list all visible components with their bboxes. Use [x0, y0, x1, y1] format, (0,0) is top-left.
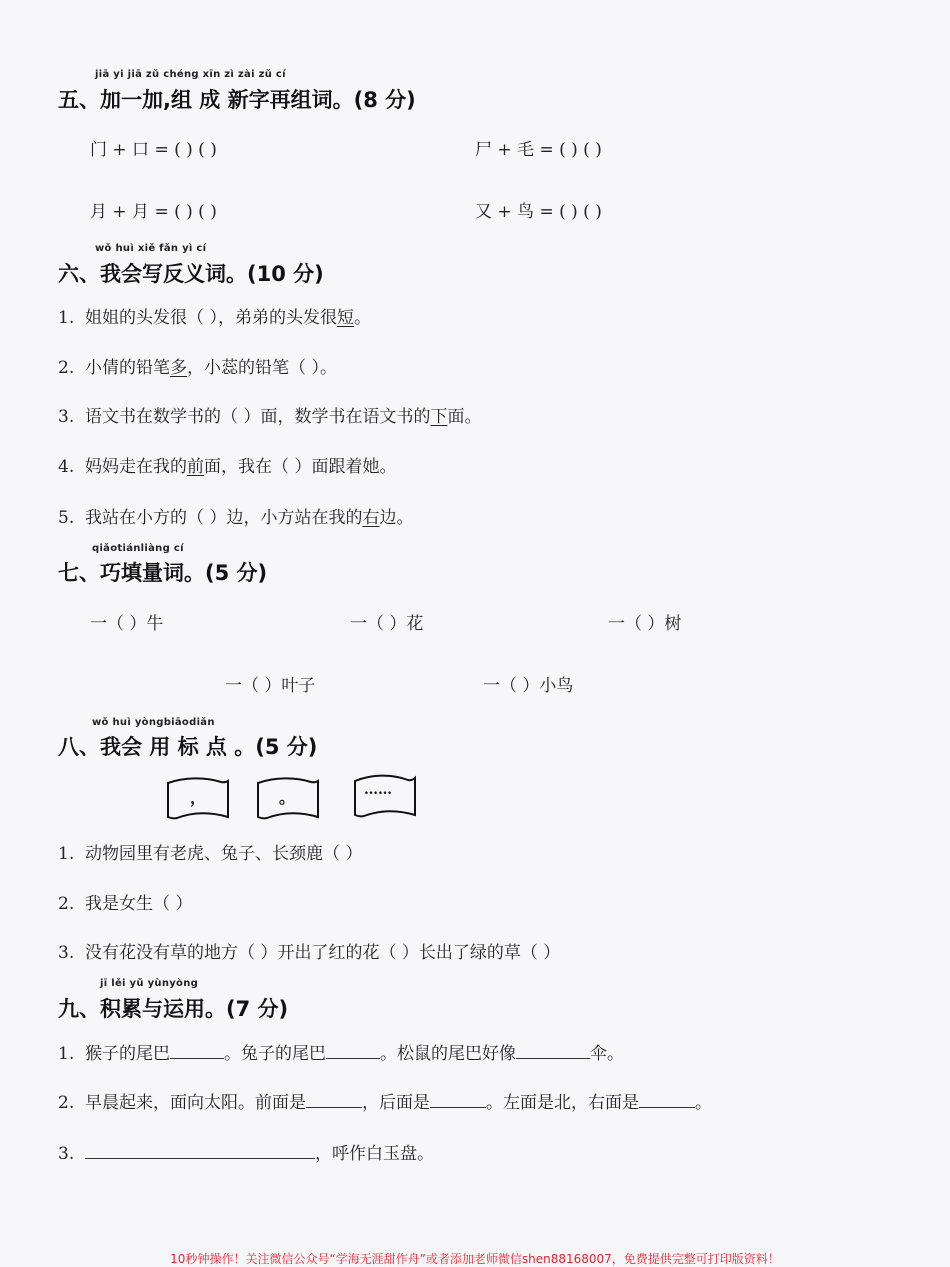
item-number: 1. [58, 1044, 75, 1064]
item-number: 5. [58, 508, 75, 528]
item-text: 动物园里有老虎、兔子、长颈鹿（ ） [85, 844, 363, 864]
item-number: 1. [58, 844, 75, 864]
item-text: 伞。 [590, 1044, 625, 1064]
item-number: 3. [58, 943, 75, 963]
punctuation-flag-period [255, 775, 321, 821]
promo-footer: 10秒钟操作！关注微信公众号“学海无涯甜作舟”或者添加老师微信shen88168007，免费提供完整可打印版资料！ [170, 1252, 780, 1266]
flag-mark: …… [364, 782, 392, 798]
item-text: 面，我在（ ）面跟着她。 [204, 457, 397, 477]
item-text: 小倩的铅笔 [85, 358, 171, 378]
item-text: 我站在小方的（ ）边，小方站在我的 [85, 508, 363, 528]
punctuation-flag-ellipsis [352, 772, 418, 820]
item-number: 3. [58, 407, 75, 427]
item-text: ，后面是 [362, 1093, 431, 1113]
answer-blank [326, 1057, 380, 1059]
s6-item-5 [58, 503, 413, 528]
s9-pinyin: jī lěi yǔ yùnyòng [100, 978, 199, 989]
s6-pinyin: wǒ huì xiě fǎn yì cí [95, 243, 207, 254]
item-number: 3. [58, 1144, 75, 1164]
item-number: 1. [58, 308, 75, 328]
item-text: 姐姐的头发很（ ），弟弟的头发很 [85, 308, 337, 328]
answer-blank [85, 1157, 315, 1159]
s6-item-3 [58, 402, 481, 427]
flag-mark: ， [190, 788, 207, 807]
s5-row2-left: 月 + 月 = ( ) ( ) [90, 202, 217, 222]
item-text: 没有花没有草的地方（ ）开出了红的花（ ）长出了绿的草（ ） [85, 943, 561, 963]
item-text: 面。 [447, 407, 482, 427]
s5-row1-left: 门 + 口 = ( ) ( ) [90, 140, 217, 160]
item-text: 。松鼠的尾巴好像 [380, 1044, 517, 1064]
s6-item-1 [58, 303, 371, 328]
item-text: 。兔子的尾巴 [224, 1044, 327, 1064]
punctuation-flag-comma [165, 775, 231, 821]
s6-heading: 六、我会写反义词。(10 分) [58, 262, 324, 286]
s6-item-4 [58, 452, 396, 477]
s5-row1-right: 尸 + 毛 = ( ) ( ) [475, 140, 602, 160]
underlined-word: 短 [336, 308, 354, 328]
underlined-word: 右 [362, 508, 380, 528]
item-text: 。 [353, 308, 371, 328]
answer-blank [306, 1106, 362, 1108]
s7-row1-item-1: 一（ ）牛 [90, 614, 164, 634]
item-number: 2. [58, 1093, 75, 1113]
s9-item-2 [58, 1088, 712, 1113]
underlined-word: 多 [170, 358, 188, 378]
item-text: 猴子的尾巴 [85, 1044, 171, 1064]
s8-item-1 [58, 839, 362, 864]
item-text: 妈妈走在我的 [85, 457, 188, 477]
s9-heading: 九、积累与运用。(7 分) [58, 997, 289, 1021]
s5-row2-right: 又 + 鸟 = ( ) ( ) [475, 202, 602, 222]
item-text: 。左面是北，右面是 [486, 1093, 640, 1113]
s8-item-3 [58, 938, 560, 963]
s7-row1-item-2: 一（ ）花 [350, 614, 424, 634]
s7-row2-item-2: 一（ ）小鸟 [483, 676, 574, 696]
s7-heading: 七、巧填量词。(5 分) [58, 561, 268, 585]
item-number: 2. [58, 894, 75, 914]
s8-item-2 [58, 889, 192, 914]
s7-row2-item-1: 一（ ）叶子 [225, 676, 316, 696]
item-text: ，小蕊的铅笔（ ）。 [187, 358, 337, 378]
item-text: 。 [695, 1093, 713, 1113]
item-number: 4. [58, 457, 75, 477]
s5-heading: 五、加一加,组 成 新字再组词。(8 分) [58, 88, 416, 112]
s7-pinyin: qiǎotiánliàng cí [92, 543, 184, 554]
answer-blank [516, 1057, 590, 1059]
item-text: 我是女生（ ） [85, 894, 193, 914]
s6-item-2 [58, 353, 337, 378]
underlined-word: 前 [187, 457, 205, 477]
s8-pinyin: wǒ huì yòngbiāodiǎn [92, 717, 215, 728]
item-text: 边。 [379, 508, 414, 528]
s7-row1-item-3: 一（ ）树 [608, 614, 682, 634]
item-text: 早晨起来，面向太阳。前面是 [85, 1093, 307, 1113]
s5-pinyin: jiā yi jiā zǔ chéng xīn zì zài zǔ cí [95, 69, 286, 80]
underlined-word: 下 [430, 407, 448, 427]
answer-blank [639, 1106, 695, 1108]
item-text: ，呼作白玉盘。 [315, 1144, 435, 1164]
answer-blank [170, 1057, 224, 1059]
item-number: 2. [58, 358, 75, 378]
s8-heading: 八、我会 用 标 点 。(5 分) [58, 735, 318, 759]
s9-item-1 [58, 1039, 624, 1064]
s9-item-3 [58, 1139, 434, 1164]
item-text: 语文书在数学书的（ ）面，数学书在语文书的 [85, 407, 431, 427]
flag-mark: 。 [279, 788, 296, 807]
answer-blank [430, 1106, 486, 1108]
